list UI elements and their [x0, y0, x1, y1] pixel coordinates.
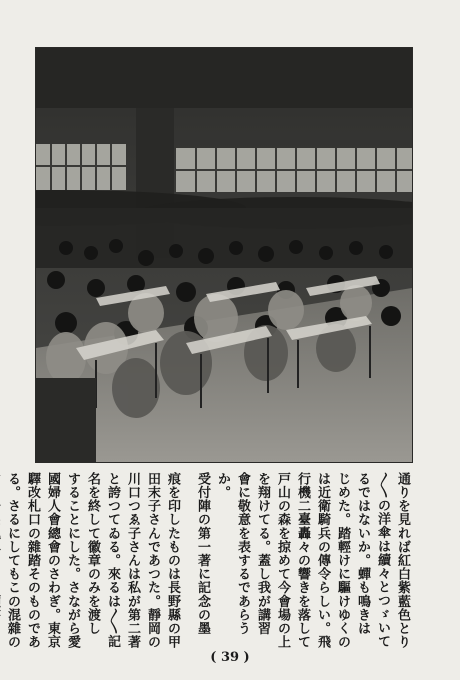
text-column: 行機二臺轟々の響きを落して [295, 472, 310, 649]
text-column: 〳〵の洋傘は續々とつゞいて [375, 472, 390, 649]
text-column: を翔けてる。蓋し我が講習 [255, 472, 270, 636]
text-column: 戸山の森を掠めて今會場の上 [275, 472, 290, 649]
vertical-text-block [5, 472, 412, 649]
text-column: は近衛騎兵の傳令らしい。飛 [315, 472, 330, 649]
text-column: 受付陣の第一著に記念の墨 [195, 472, 210, 636]
text-column: 痕を印したものは長野縣の甲 [165, 472, 180, 649]
text-column: か。 [215, 472, 230, 500]
classroom-photo-icon [36, 48, 412, 462]
text-column: じめた。踏輕けに驅けゆくの [335, 472, 350, 649]
text-column: 會に敬意を表するであらう [235, 472, 250, 636]
text-column: る。さるにしてもこの混雜の [5, 472, 20, 649]
text-column: 川口つゑ子さんは私が第二著 [125, 472, 140, 649]
text-column: 名を終して徽章のみを渡し [85, 472, 100, 636]
page-number: ( 39 ) [210, 650, 250, 665]
text-column: 驛改札口の雜踏そのものであ [25, 472, 40, 649]
text-column: と誇つてゐる。來るは〳〵記 [105, 472, 120, 649]
text-column: るではないか。蟬も鳴きは [355, 472, 370, 636]
text-column: することにした。さながら愛 [65, 472, 80, 649]
classroom-photo [36, 48, 412, 462]
text-column: 通りを見れば紅白紫藍色とり [395, 472, 410, 649]
text-column: 國婦人會總會のさわぎ。東京 [45, 472, 60, 649]
text-column: 田末子さんであつた。靜岡の [145, 472, 160, 649]
